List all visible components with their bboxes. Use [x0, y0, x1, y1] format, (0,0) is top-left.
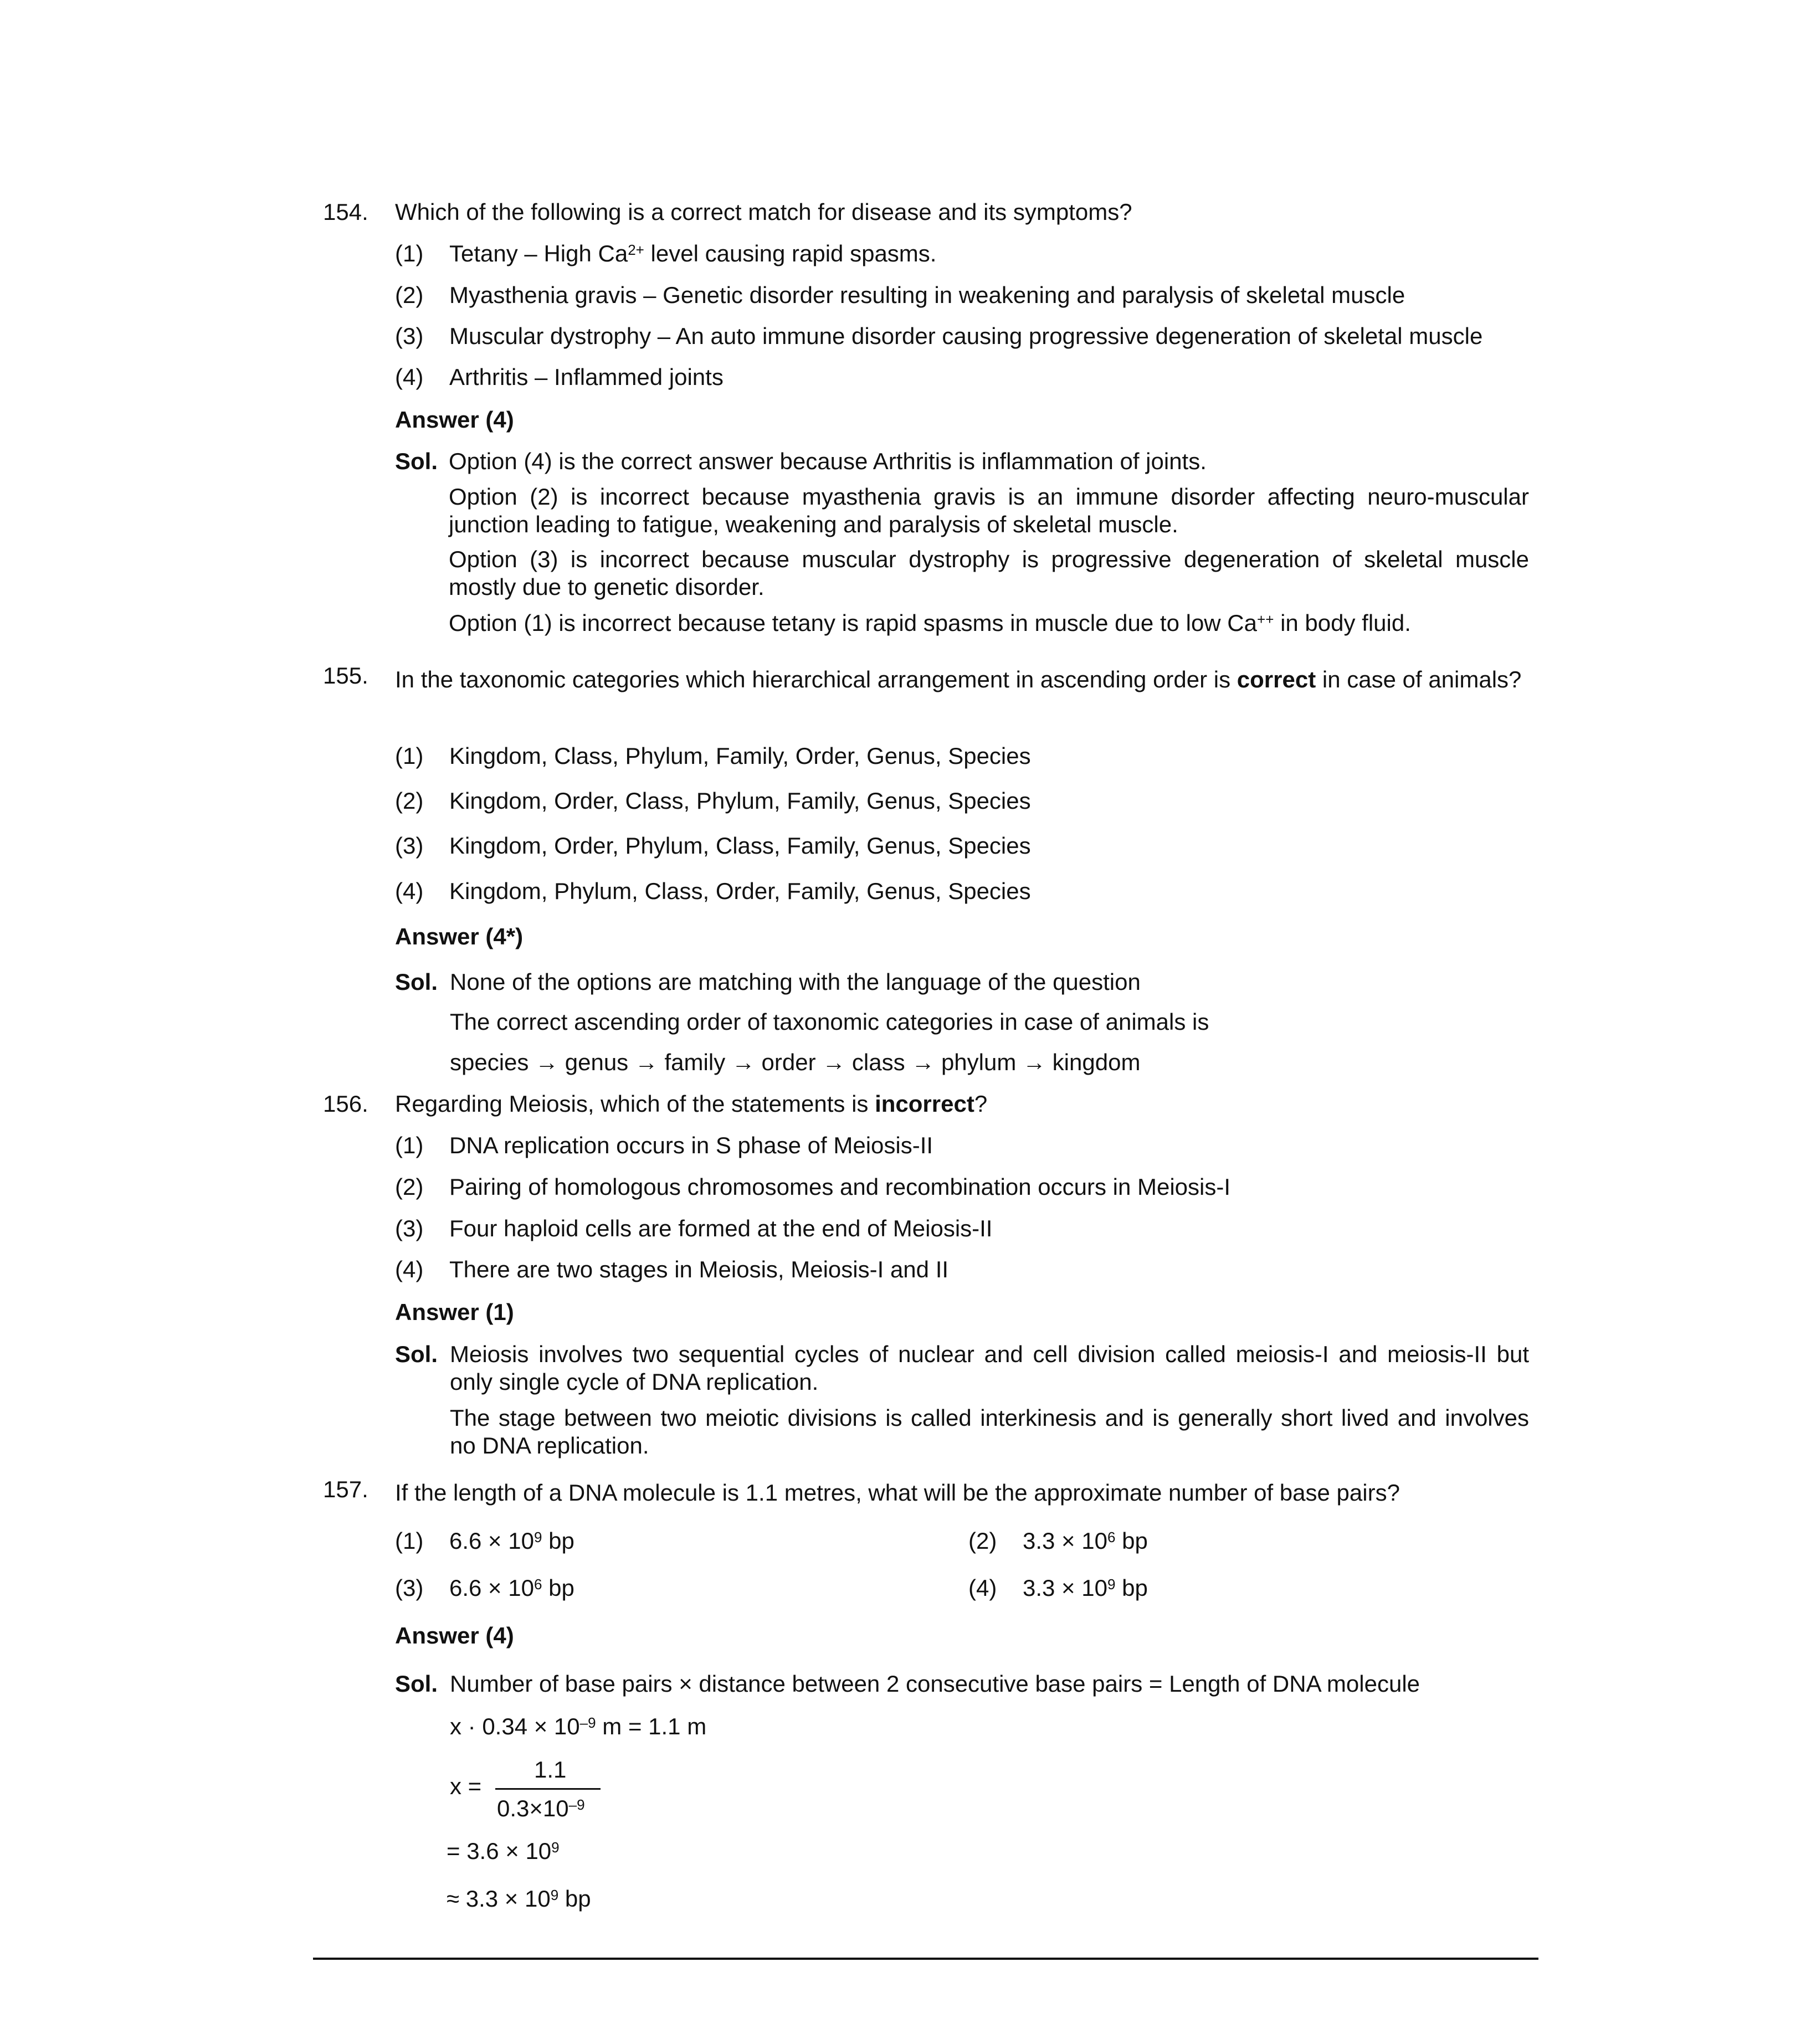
solution-line: Option (4) is the correct answer because Arthritis is inflammation of joints.	[449, 448, 1207, 474]
solution-label: Sol.	[395, 448, 438, 474]
option-2: (2) Kingdom, Order, Class, Phylum, Family, Genus, Species	[395, 788, 1031, 814]
option-1: (1) Kingdom, Class, Phylum, Family, Order, Genus, Species	[395, 743, 1031, 769]
solution-line: The correct ascending order of taxonomic categories in case of animals is	[450, 1009, 1209, 1035]
question-text: Which of the following is a correct match for disease and its symptoms?	[395, 199, 1132, 225]
option-4: (4) $3.3 \times 10^9$ bp	[968, 1575, 1148, 1601]
question-text: Regarding Meiosis, which of the statements is incorrect?	[395, 1091, 988, 1117]
result-line: ≈ $3.3 \times 10^9$ bp	[447, 1886, 591, 1912]
solution-line: Number of base pairs × distance between 2 consecutive base pairs = Length of DNA molecule	[450, 1671, 1420, 1697]
fraction-equation	[450, 1756, 605, 1831]
result-line: = $3.6 \times 10^9$	[447, 1838, 560, 1864]
solution-label: Sol.	[395, 969, 438, 995]
question-number: 155.	[323, 662, 368, 689]
answer: Answer (1)	[395, 1299, 514, 1325]
solution-label: Sol.	[395, 1341, 438, 1367]
question-text: If the length of a DNA molecule is 1.1 metres, what will be the approximate number of base pairs?	[395, 1480, 1400, 1506]
solution-line: Option (1) is incorrect because tetany is rapid spasms in muscle due to low Ca++ in body fluid.	[449, 610, 1411, 636]
option-2: (2) Myasthenia gravis – Genetic disorder resulting in weakening and paralysis of skeletal muscle	[395, 282, 1405, 308]
fraction-bar	[495, 1788, 601, 1790]
fraction-denominator: $0.3\times 10^{-9}$	[497, 1795, 585, 1821]
answer: Answer (4)	[395, 407, 514, 433]
option-3: (3) Four haploid cells are formed at the end of Meiosis-II	[395, 1215, 993, 1241]
option-3: (3) $6.6 \times 10^6$ bp	[395, 1575, 574, 1601]
option-2: (2) $3.3 \times 10^6$ bp	[968, 1528, 1148, 1554]
footer-rule	[313, 1958, 1538, 1960]
option-4: (4) Kingdom, Phylum, Class, Order, Family, Genus, Species	[395, 878, 1031, 904]
question-number: 156.	[323, 1091, 368, 1117]
question-text: In the taxonomic categories which hierarchical arrangement in ascending order is correct in case of animals?	[395, 666, 1522, 692]
fraction-lhs: x =	[450, 1773, 482, 1799]
fraction-numerator: 1.1	[534, 1757, 567, 1783]
option-2: (2) Pairing of homologous chromosomes and recombination occurs in Meiosis-I	[395, 1174, 1230, 1200]
option-1: (1) DNA replication occurs in S phase of Meiosis-II	[395, 1132, 933, 1158]
option-3: (3) Kingdom, Order, Phylum, Class, Family, Genus, Species	[395, 833, 1031, 859]
solution-paragraph: Option (2) is incorrect because myasthenia gravis is an immune disorder affecting neuro-muscular junction leading to fatigue, weakening and paralysis of skeletal muscle.	[449, 484, 1529, 538]
answer: Answer (4)	[395, 1622, 514, 1648]
option-4: (4) Arthritis – Inflammed joints	[395, 364, 724, 390]
equation-line: $x \cdot 0.34 \times 10^{-9}$ m = 1.1 m	[450, 1713, 707, 1739]
solution-line: species → genus → family → order → class → phylum → kingdom	[450, 1049, 1141, 1075]
answer: Answer (4*)	[395, 923, 524, 949]
solution-paragraph: Option (3) is incorrect because muscular dystrophy is progressive degeneration of skeletal muscle mostly due to genetic disorder.	[449, 546, 1529, 600]
option-4: (4) There are two stages in Meiosis, Meiosis-I and II	[395, 1256, 949, 1282]
solution-paragraph: Meiosis involves two sequential cycles of nuclear and cell division called meiosis-I and meiosis-II but only single cycle of DNA replication.	[450, 1341, 1529, 1395]
question-number: 157.	[323, 1476, 368, 1502]
solution-line: None of the options are matching with the language of the question	[450, 969, 1141, 995]
option-1: (1) Tetany – High $Ca^{2+}$ level causing rapid spasms.	[395, 240, 937, 266]
question-number: 154.	[323, 199, 368, 225]
option-3: (3) Muscular dystrophy – An auto immune disorder causing progressive degeneration of skeletal muscle	[395, 323, 1483, 349]
option-1: (1) $6.6 \times 10^9$ bp	[395, 1528, 574, 1554]
solution-paragraph: The stage between two meiotic divisions is called interkinesis and is generally short lived and involves no DNA replication.	[450, 1405, 1529, 1459]
solution-label: Sol.	[395, 1671, 438, 1697]
